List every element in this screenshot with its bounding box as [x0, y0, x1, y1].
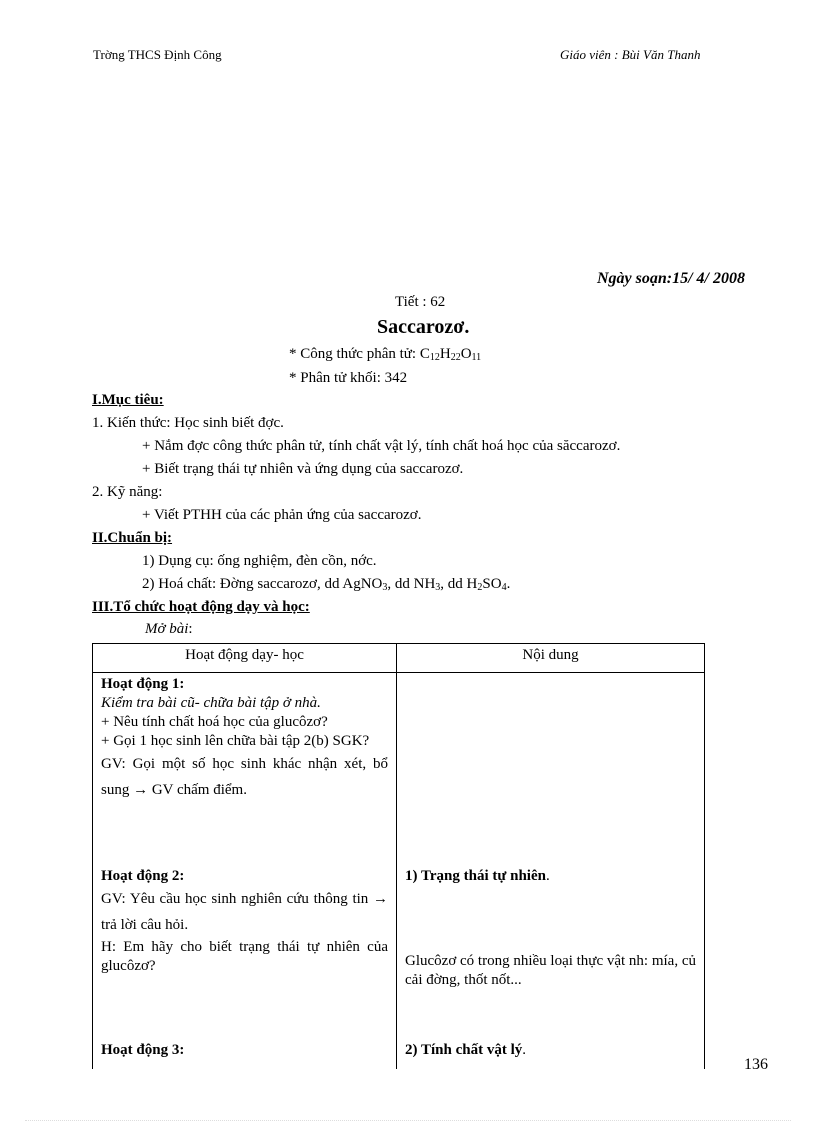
- header-teacher: Giáo viên : Bùi Văn Thanh: [560, 47, 701, 62]
- section-activities: III.Tổ chức hoạt động dạy và học:: [92, 599, 310, 615]
- col-header-content: Nội dung: [397, 644, 705, 673]
- lesson-number: Tiết : 62: [395, 294, 446, 310]
- preparation-date: Ngày soạn:15/ 4/ 2008: [597, 270, 745, 287]
- page-number: 136: [744, 1056, 768, 1073]
- section-objectives: I.Mục tiêu:: [92, 392, 164, 408]
- activity-1-question: + Gọi 1 học sinh lên chữa bài tập 2(b) SGK?: [101, 733, 370, 749]
- molecular-mass: * Phân tử khối: 342: [289, 370, 408, 386]
- activity-1-title: Hoạt động 1:: [101, 676, 185, 692]
- objective-item: + Nắm đợc công thức phân tử, tính chất vật lý, tính chất hoá học của săccarozơ.: [142, 438, 621, 454]
- objective-item: + Biết trạng thái tự nhiên và ứng dụng của saccarozơ.: [142, 461, 464, 477]
- activity-2-title: Hoạt động 2:: [101, 868, 185, 884]
- activity-1-subtitle: Kiểm tra bài cũ- chữa bài tập ở nhà.: [101, 695, 321, 711]
- page-divider: [25, 1120, 791, 1121]
- section-preparation: II.Chuẩn bị:: [92, 530, 173, 546]
- activity-2-teacher: GV: Yêu cầu học sinh nghiên cứu thông tin → trả lời câu hỏi.: [101, 891, 388, 933]
- header-school: Trờng THCS Định Công: [93, 47, 222, 62]
- activity-3-cell: [93, 1039, 397, 1069]
- activity-1-question: + Nêu tính chất hoá học của glucôzơ?: [101, 714, 328, 730]
- objective-skills: 2. Kỹ năng:: [92, 484, 163, 500]
- intro-label: Mở bài:: [145, 621, 193, 637]
- molecular-formula: * Công thức phân tử: $C_{12}H_{22}O_{11}$: [289, 346, 482, 363]
- content-1-cell: [397, 673, 705, 866]
- content-2-cell: [397, 865, 705, 1039]
- content-3-cell: [397, 1039, 705, 1069]
- activity-1-teacher: GV: Gọi một số học sinh khác nhận xét, bổ sung → GV chấm điểm.: [101, 756, 388, 798]
- lesson-plan-table: [92, 643, 705, 1069]
- activity-1-cell: [93, 673, 397, 866]
- objective-knowledge: 1. Kiến thức: Học sinh biết đợc.: [92, 415, 284, 431]
- content-3-heading: 2) Tính chất vật lý.: [405, 1042, 526, 1058]
- content-2-heading: 1) Trạng thái tự nhiên.: [405, 868, 550, 884]
- col-header-activities: Hoạt động dạy- học: [93, 644, 397, 673]
- activity-2-question: H: Em hãy cho biết trạng thái tự nhiên của glucôzơ?: [101, 939, 388, 974]
- content-2-text: Glucôzơ có trong nhiều loại thực vật nh: mía, củ cải đờng, thốt nốt...: [405, 953, 696, 988]
- activity-2-cell: [93, 865, 397, 1039]
- prep-equipment: 1) Dụng cụ: ống nghiệm, đèn cồn, nớc.: [142, 553, 377, 569]
- prep-chemicals: 2) Hoá chất: Đờng saccarozơ, dd AgNO$_3$, dd $NH_3$, dd $H_2SO_4$.: [142, 576, 511, 593]
- page-title: Saccarozơ.: [377, 316, 470, 338]
- activity-3-title: Hoạt động 3:: [101, 1042, 185, 1058]
- objective-item: + Viết PTHH của các phản ứng của saccarozơ.: [142, 507, 422, 523]
